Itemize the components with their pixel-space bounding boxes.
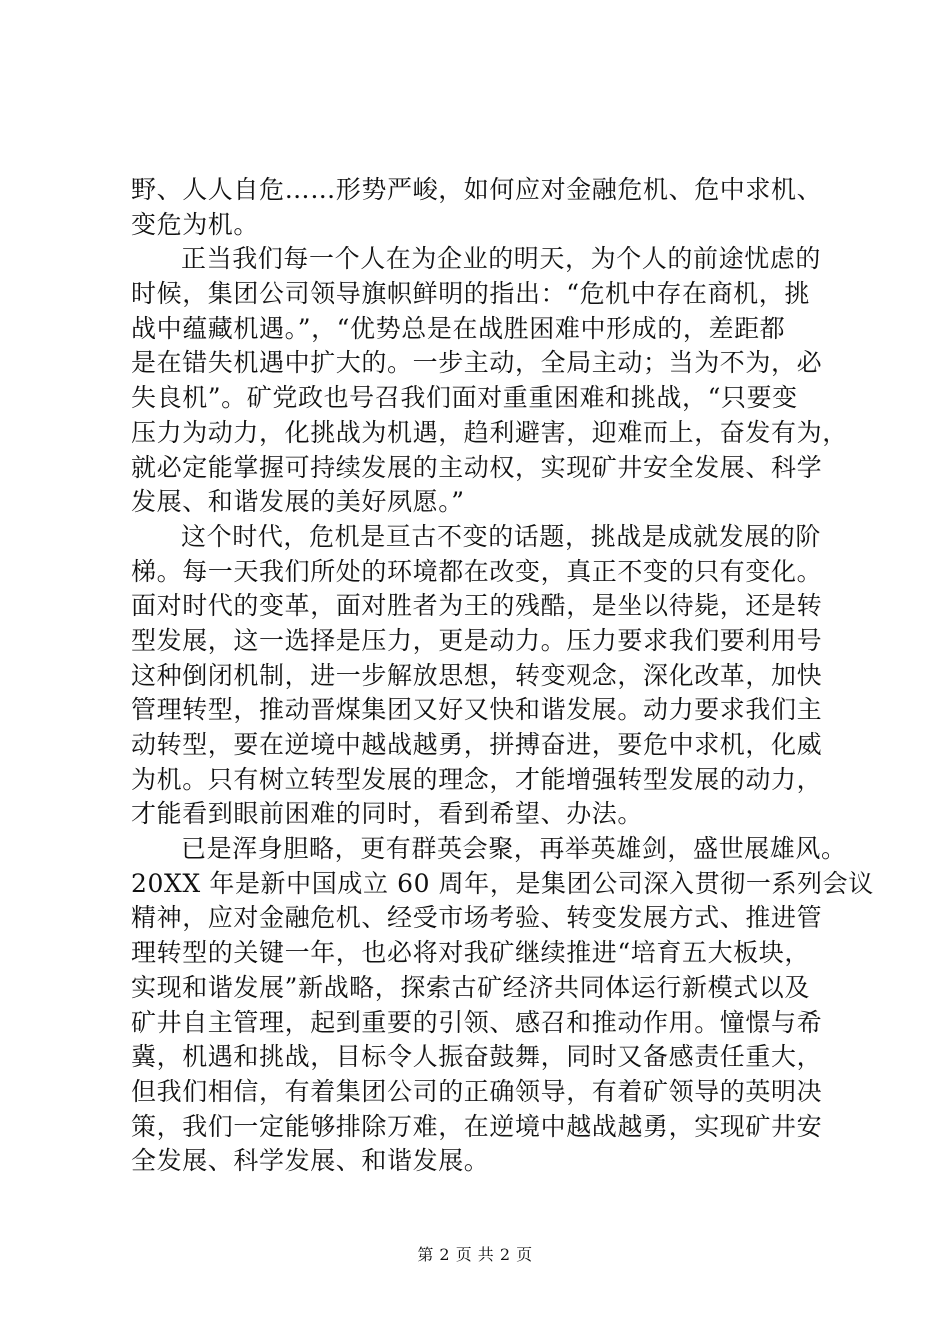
text-line: 动转型，要在逆境中越战越勇，拼搏奋进，要危中求机，化威 <box>131 730 823 759</box>
body-text <box>131 173 874 1179</box>
text-line: 梯。每一天我们所处的环境都在改变，真正不变的只有变化。 <box>131 556 823 586</box>
text-line: 已是浑身胆略，更有群英会聚，再举英雄剑，盛世展雄风。 <box>181 834 847 864</box>
text-line: 失良机”。矿党政也号召我们面对重重困难和挑战，“只要变 <box>131 383 798 413</box>
text-line: 野、人人自危……形势严峻，如何应对金融危机、危中求机、 <box>131 175 823 204</box>
text-line: 这个时代，危机是亘古不变的话题，挑战是成就发展的阶 <box>181 521 822 551</box>
text-line: 实现和谐发展”新战略，探索古矿经济共同体运行新模式以及 <box>131 972 810 1002</box>
text-line: 策，我们一定能够排除万难，在逆境中越战越勇，实现矿井安 <box>131 1111 823 1141</box>
text-line: 变危为机。 <box>131 209 260 239</box>
page-footer: 第 2 页 共 2 页 <box>417 1245 533 1264</box>
text-line: 时候，集团公司领导旗帜鲜明的指出：“危机中存在商机，挑 <box>131 279 810 309</box>
text-line: 压力为动力，化挑战为机遇，趋利避害，迎难而上，奋发有为， <box>131 417 848 447</box>
text-line: 但我们相信，有着集团公司的正确领导，有着矿领导的英明决 <box>131 1076 823 1106</box>
text-line: 为机。只有树立转型发展的理念，才能增强转型发展的动力， <box>131 764 823 794</box>
text-line: 这种倒闭机制，进一步解放思想，转变观念，深化改革，加快 <box>131 660 823 690</box>
text-line: 就必定能掌握可持续发展的主动权，实现矿井安全发展、科学 <box>131 452 823 482</box>
text-line: 精神，应对金融危机、经受市场考验、转变发展方式、推进管 <box>131 903 823 933</box>
text-line: 管理转型，推动晋煤集团又好又快和谐发展。动力要求我们主 <box>131 695 823 725</box>
text-line: 正当我们每一个人在为企业的明天，为个人的前途忧虑的 <box>181 244 822 274</box>
text-line: 战中蕴藏机遇。”，“优势总是在战胜困难中形成的，差距都 <box>131 313 786 343</box>
text-line: 型发展，这一选择是压力，更是动力。压力要求我们要利用号 <box>131 625 823 655</box>
text-line: 20XX 年是新中国成立 60 周年，是集团公司深入贯彻一系列会议 <box>131 868 874 898</box>
text-line: 面对时代的变革，面对胜者为王的残酷，是坐以待毙，还是转 <box>131 591 823 621</box>
text-line: 发展、和谐发展的美好夙愿。” <box>131 487 465 517</box>
text-line: 是在错失机遇中扩大的。一步主动，全局主动；当为不为，必 <box>131 348 823 378</box>
text-line: 才能看到眼前困难的同时，看到希望、办法。 <box>131 799 644 829</box>
text-line: 冀，机遇和挑战，目标令人振奋鼓舞，同时又备感责任重大， <box>131 1042 823 1072</box>
text-line: 全发展、科学发展、和谐发展。 <box>131 1146 490 1176</box>
text-line: 矿井自主管理，起到重要的引领、感召和推动作用。憧憬与希 <box>131 1007 823 1037</box>
text-line: 理转型的关键一年，也必将对我矿继续推进“培育五大板块， <box>131 938 810 968</box>
